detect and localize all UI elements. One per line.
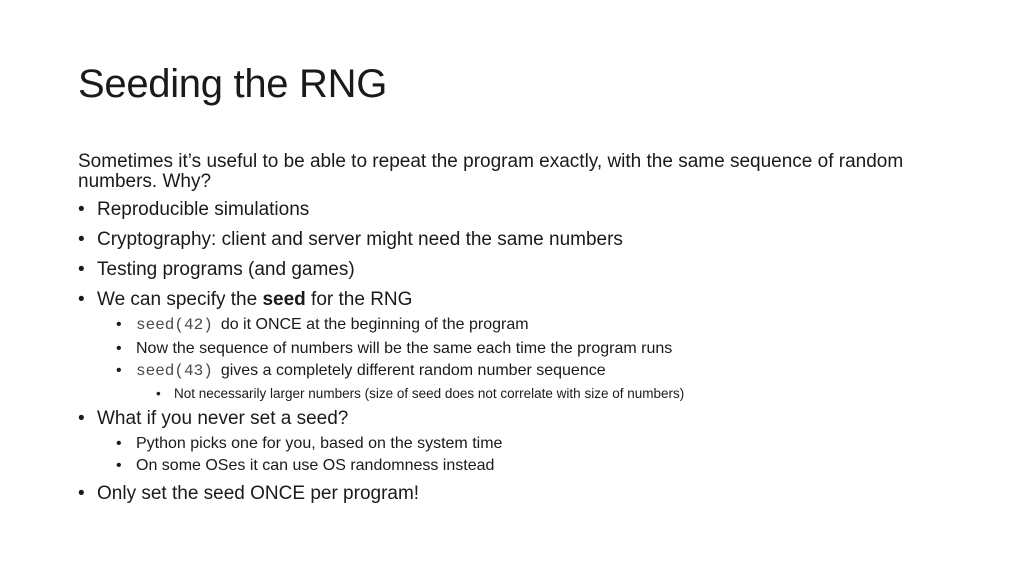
code-seed42: seed(42) <box>136 316 213 334</box>
slide-title: Seeding the RNG <box>78 62 388 106</box>
bullet-text-bold: seed <box>262 289 306 310</box>
intro-paragraph: Sometimes it’s useful to be able to repeat the program exactly, with the same sequence of random numbers. Why? <box>78 151 904 192</box>
bullet-text: What if you never set a seed? <box>97 407 349 429</box>
sub-sub-bullet-not-larger <box>78 385 958 402</box>
bullet-text: Reproducible simulations <box>97 199 310 220</box>
bullet-testing <box>78 259 958 281</box>
bullet-dot-icon: • <box>78 199 85 220</box>
bullet-dot-icon: • <box>156 385 161 401</box>
bullet-dot-icon: • <box>116 316 122 333</box>
bullet-dot-icon: • <box>116 362 122 379</box>
bullet-text: gives a completely different random number sequence <box>220 362 606 379</box>
bullet-text: Only set the seed ONCE per program! <box>97 483 420 504</box>
bullet-dot-icon: • <box>78 289 85 310</box>
bullet-dot-icon: • <box>78 229 85 250</box>
bullet-dot-icon: • <box>78 483 85 504</box>
bullet-text: Python picks one for you, based on the system time <box>136 434 503 452</box>
bullet-text: On some OSes it can use OS randomness instead <box>136 457 495 474</box>
bullet-dot-icon: • <box>116 457 122 474</box>
bullet-dot-icon: • <box>116 339 122 357</box>
bullet-text: Testing programs (and games) <box>97 259 355 280</box>
bullet-dot-icon: • <box>116 434 122 452</box>
bullet-dot-icon: • <box>78 259 85 280</box>
sub-bullet-sequence <box>78 339 958 358</box>
bullet-text: Now the sequence of numbers will be the same each time the program runs <box>136 339 673 357</box>
bullet-specify-seed <box>78 289 958 311</box>
bullet-text-before: We can specify the <box>97 289 263 310</box>
bullet-text: Cryptography: client and server might need the same numbers <box>97 229 623 250</box>
bullet-dot-icon: • <box>78 407 85 429</box>
bullet-never-set <box>78 408 958 430</box>
sub-bullet-os-randomness <box>78 456 958 475</box>
sub-bullet-seed42 <box>78 315 958 335</box>
sub-bullet-python-picks <box>78 434 958 453</box>
bullet-cryptography <box>78 229 958 251</box>
bullet-only-once <box>78 483 958 505</box>
sub-bullet-seed43 <box>78 361 958 381</box>
code-seed43: seed(43) <box>136 362 213 380</box>
bullet-text-after: for the RNG <box>305 289 413 310</box>
bullet-reproducible <box>78 199 958 221</box>
slide-body <box>78 152 958 513</box>
bullet-text: do it ONCE at the beginning of the program <box>220 316 529 333</box>
bullet-text: Not necessarily larger numbers (size of seed does not correlate with size of numbers) <box>174 385 685 401</box>
